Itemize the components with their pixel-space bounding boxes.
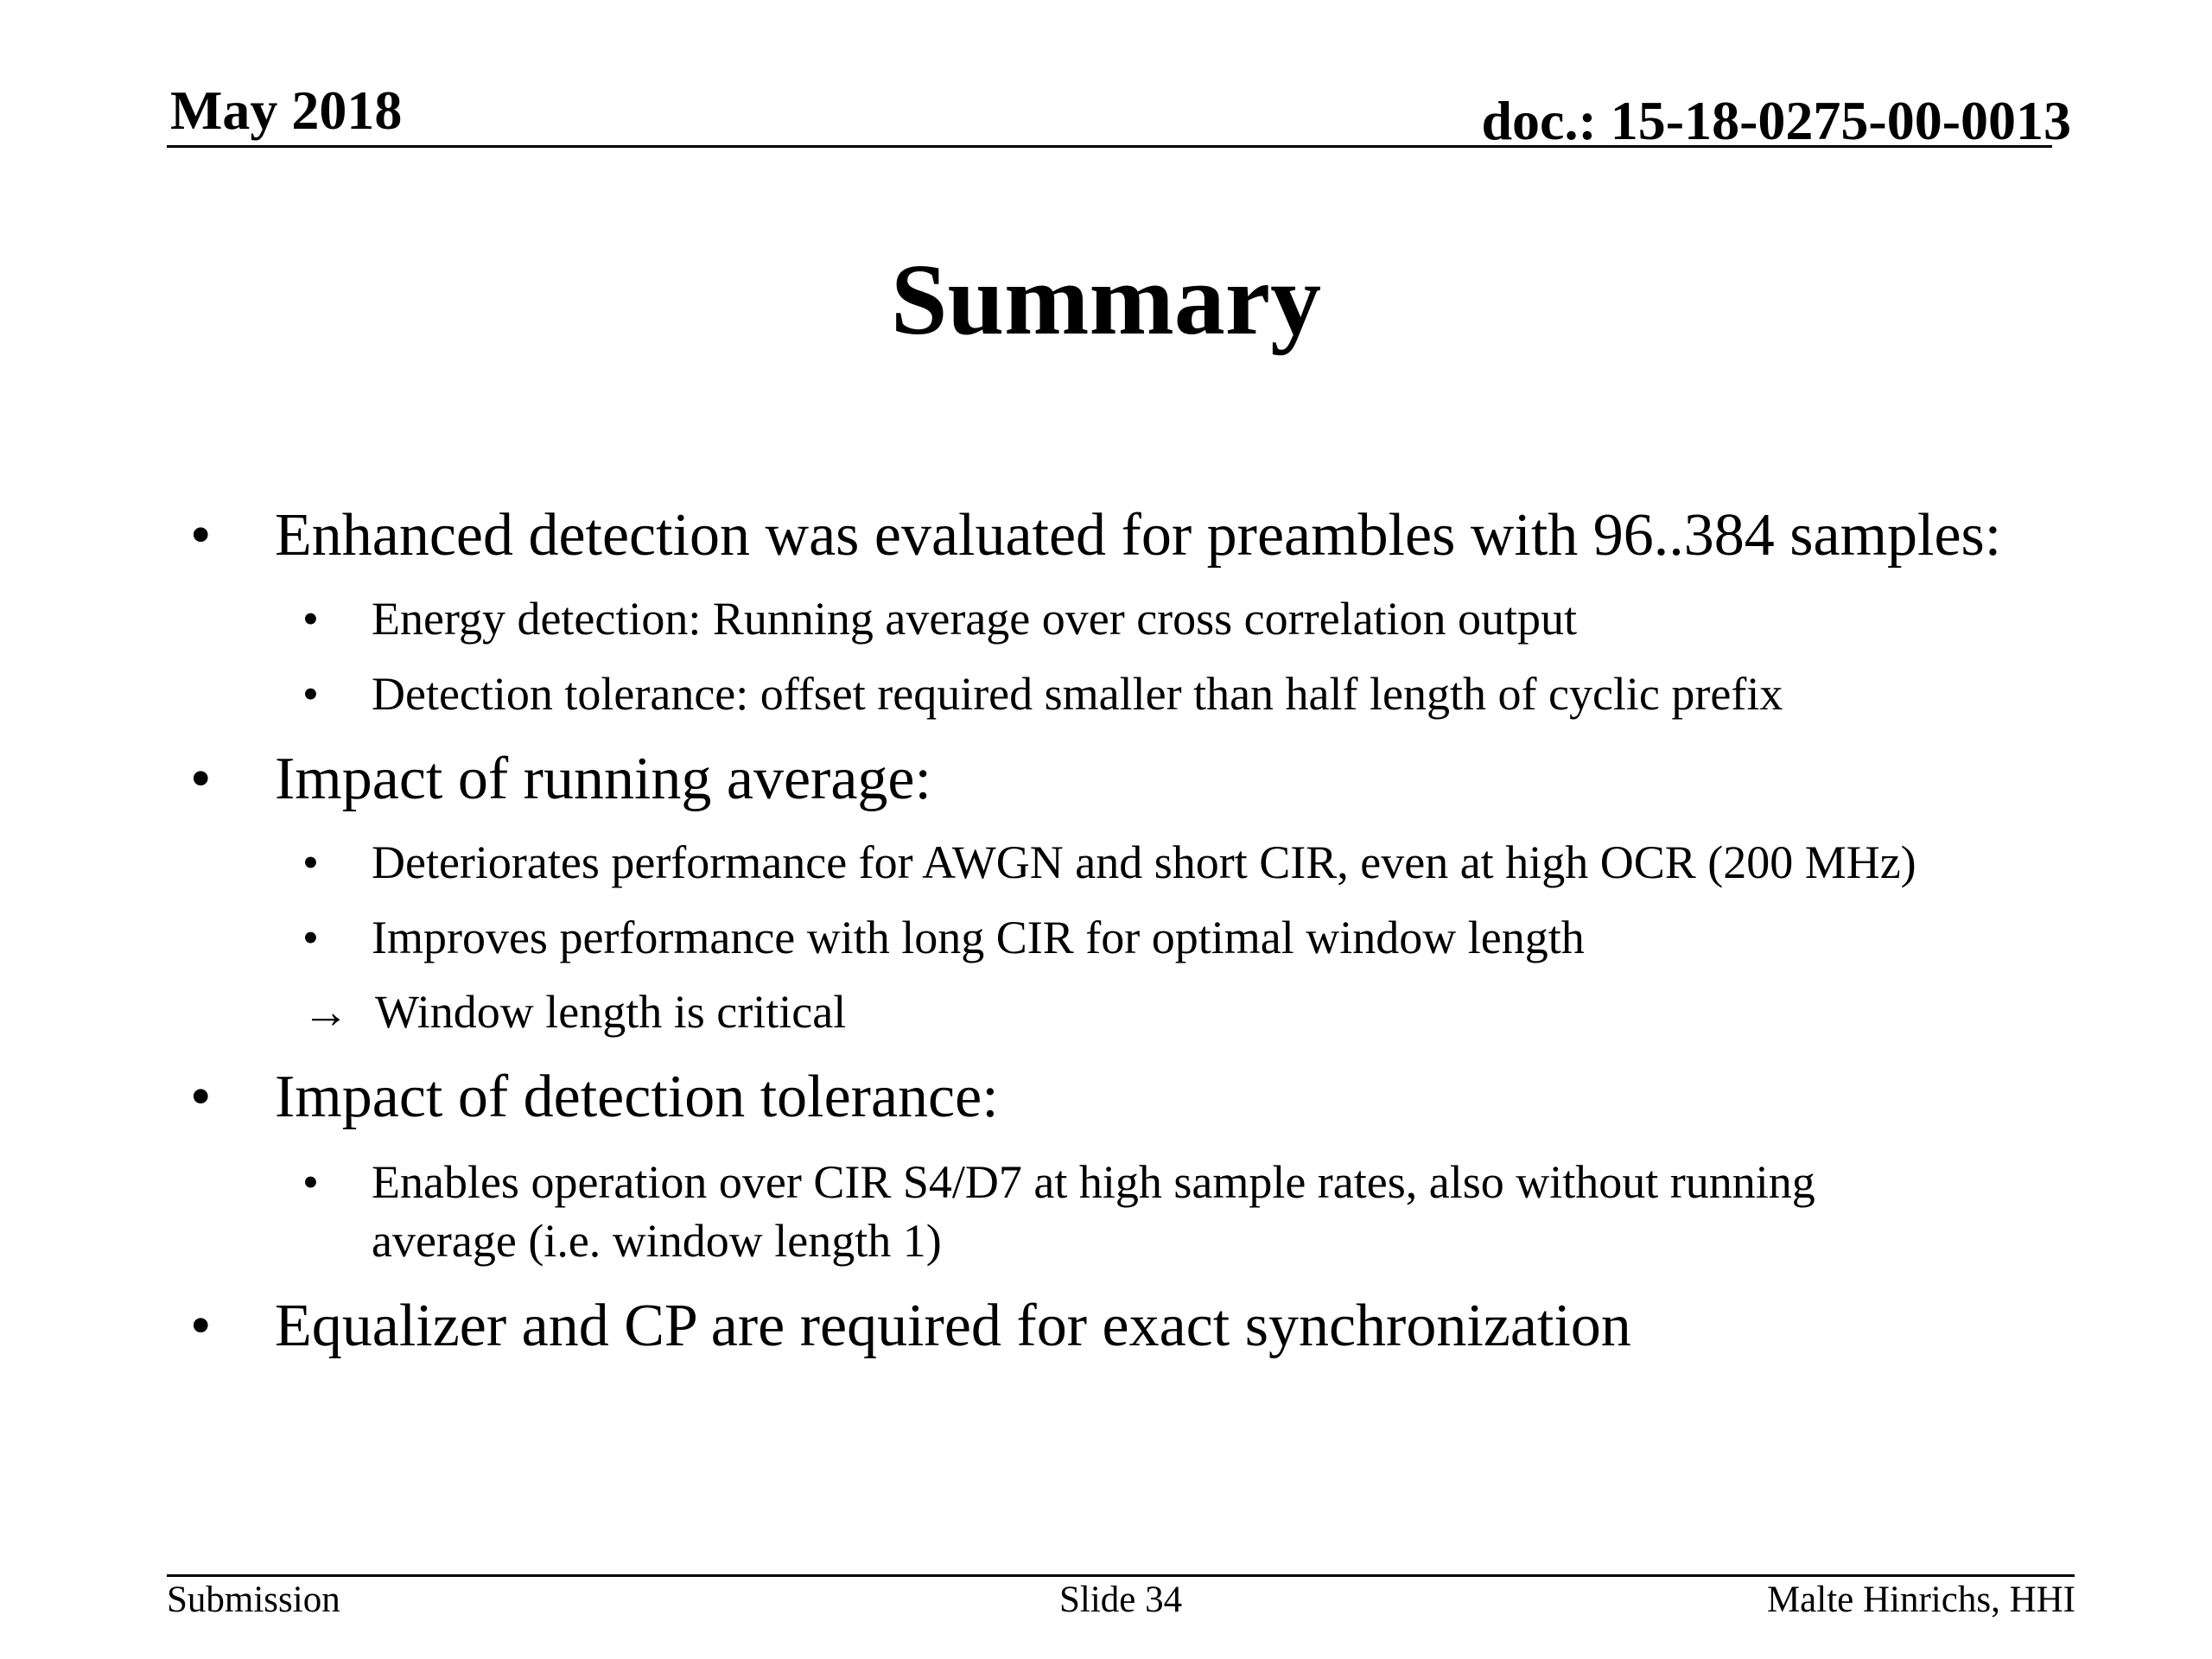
- sub-bullet-marker: •: [302, 912, 319, 963]
- sub-bullet-continuation: average (i.e. window length 1): [372, 1215, 942, 1267]
- footer-author: Malte Hinrichs, HHI: [1766, 1580, 2075, 1620]
- sub-bullet-marker: •: [302, 836, 319, 888]
- footer-divider: [167, 1574, 2075, 1577]
- sub-bullet-marker: •: [302, 593, 319, 645]
- bullet-marker: •: [190, 1064, 212, 1130]
- sub-bullet-item: Deteriorates performance for AWGN and short CIR, even at high OCR (200 MHz): [372, 836, 1916, 888]
- sub-bullet-item: Enables operation over CIR S4/D7 at high sample rates, also without running: [372, 1156, 1815, 1208]
- footer-slide-number: Slide 34: [1059, 1580, 1183, 1620]
- arrow-icon: →: [302, 986, 349, 1038]
- sub-bullet-item: Improves performance with long CIR for optimal window length: [372, 912, 1585, 963]
- bullet-item: Impact of running average:: [275, 746, 931, 812]
- bullet-marker: •: [190, 502, 212, 569]
- footer-submission: Submission: [167, 1580, 340, 1620]
- sub-bullet-item: Detection tolerance: offset required smaller than half length of cyclic prefix: [372, 668, 1783, 720]
- sub-bullet-item: Window length is critical: [375, 986, 847, 1038]
- bullet-item: Impact of detection tolerance:: [275, 1064, 999, 1130]
- header-date: May 2018: [170, 79, 403, 141]
- sub-bullet-item: Energy detection: Running average over cross correlation output: [372, 593, 1578, 645]
- bullet-item: Equalizer and CP are required for exact synchronization: [275, 1293, 1631, 1359]
- sub-bullet-marker: •: [302, 668, 319, 720]
- header-doc-number: doc.: 15-18-0275-00-0013: [1481, 90, 2071, 151]
- bullet-item: Enhanced detection was evaluated for preambles with 96..384 samples:: [275, 502, 2002, 569]
- sub-bullet-marker: •: [302, 1156, 319, 1208]
- bullet-marker: •: [190, 746, 212, 812]
- slide-title: Summary: [890, 243, 1322, 356]
- bullet-marker: •: [190, 1293, 212, 1359]
